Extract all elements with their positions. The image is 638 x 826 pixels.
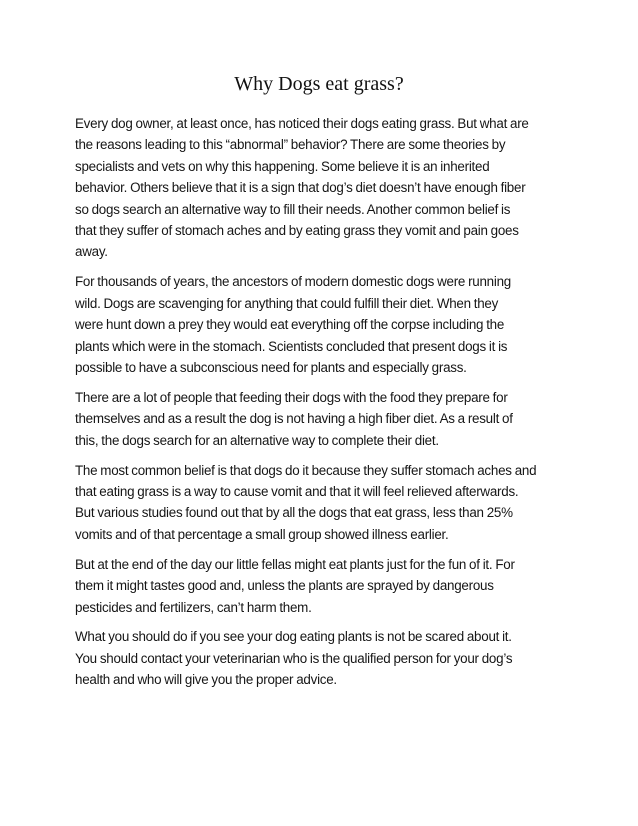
text-line: The most common belief is that dogs do it because they suffer stomach aches and: [75, 462, 537, 478]
paragraph-4: [75, 460, 565, 546]
text-line: health and who will give you the proper advice.: [75, 672, 337, 688]
text-line: so dogs search an alternative way to fill their needs. Another common belief is: [75, 201, 511, 217]
paragraph-2: [75, 271, 565, 378]
paragraph-1: [75, 113, 565, 263]
text-line: them it might tastes good and, unless the plants are sprayed by dangerous: [75, 578, 494, 594]
text-line: What you should do if you see your dog eating plants is not be scared about it.: [75, 629, 512, 645]
document-title: Why Dogs eat grass?: [234, 73, 404, 95]
text-line: vomits and of that percentage a small group showed illness earlier.: [75, 526, 449, 542]
paragraph-5: [75, 554, 565, 618]
text-line: plants which were in the stomach. Scientists concluded that present dogs it is: [75, 338, 508, 354]
paragraph-6: [75, 626, 565, 690]
text-line: that eating grass is a way to cause vomit and that it will feel relieved afterwards.: [75, 484, 519, 499]
text-line: possible to have a subconscious need for plants and especially grass.: [75, 359, 467, 375]
text-line: specialists and vets on why this happening. Some believe it is an inherited: [75, 158, 490, 174]
text-line: were hunt down a prey they would eat everything off the corpse including the: [75, 317, 505, 333]
text-line: You should contact your veterinarian who is the qualified person for your dog’s: [75, 650, 513, 666]
document-body: [75, 113, 565, 699]
text-line: For thousands of years, the ancestors of modern domestic dogs were running: [75, 274, 511, 290]
text-line: this, the dogs search for an alternative way to complete their diet.: [75, 432, 439, 448]
text-line: There are a lot of people that feeding their dogs with the food they prepare for: [75, 389, 508, 405]
text-line: the reasons leading to this “abnormal” behavior? There are some theories by: [75, 137, 506, 153]
paragraph-3: [75, 387, 565, 451]
text-line: away.: [75, 244, 108, 260]
text-line: wild. Dogs are scavenging for anything that could fulfill their diet. When they: [75, 295, 499, 311]
text-line: that they suffer of stomach aches and by eating grass they vomit and pain goes: [75, 223, 519, 239]
text-line: themselves and as a result the dog is not having a high fiber diet. As a result of: [75, 411, 513, 427]
text-line: But at the end of the day our little fellas might eat plants just for the fun of it. For: [75, 556, 515, 572]
text-line: behavior. Others believe that it is a sign that dog’s diet doesn’t have enough fiber: [75, 180, 526, 196]
text-line: Every dog owner, at least once, has noticed their dogs eating grass. But what are: [75, 116, 529, 131]
text-line: But various studies found out that by all the dogs that eat grass, less than 25%: [75, 505, 513, 521]
text-line: pesticides and fertilizers, can’t harm them.: [75, 599, 312, 615]
